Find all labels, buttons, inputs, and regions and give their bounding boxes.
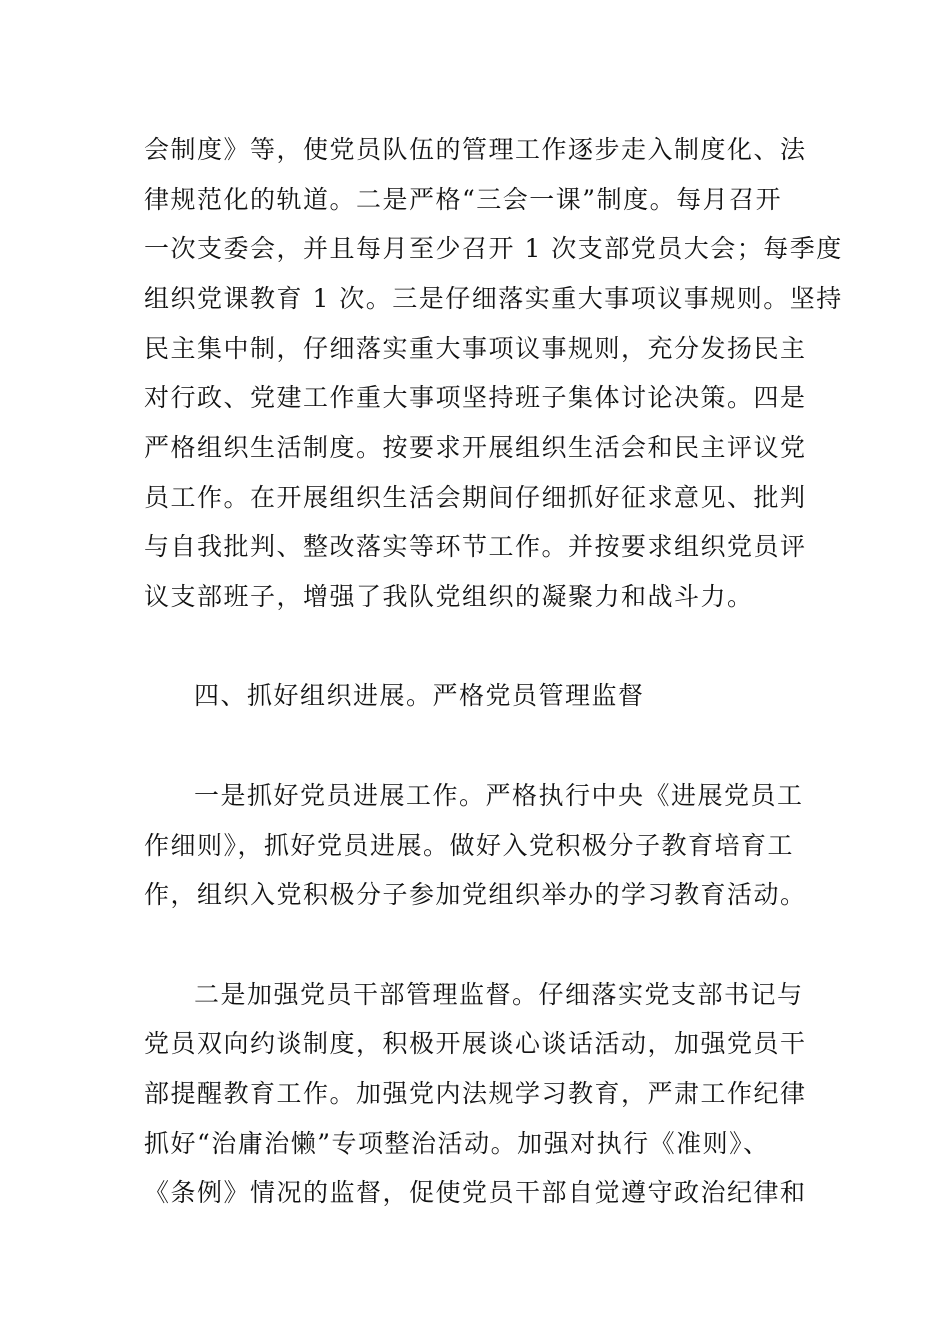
- paragraph-line: 作，组织入党积极分子参加党组织举办的学习教育活动。: [144, 880, 807, 909]
- paragraph-line: 党员双向约谈制度，积极开展谈心谈话活动，加强党员干: [144, 1029, 807, 1058]
- paragraph-line: 严格组织生活制度。按要求开展组织生活会和民主评议党: [144, 433, 807, 462]
- paragraph-line: 律规范化的轨道。二是严格“三会一课”制度。每月召开: [144, 185, 783, 214]
- paragraph-line: 一是抓好党员进展工作。严格执行中央《进展党员工: [194, 781, 804, 810]
- paragraph-line: 《条例》情况的监督，促使党员干部自觉遵守政治纪律和: [144, 1178, 807, 1207]
- paragraph-line: 抓好“治庸治懒”专项整治活动。加强对执行《准则》、: [144, 1129, 770, 1158]
- paragraph-line: 一次支委会，并且每月至少召开 1 次支部党员大会；每季度: [144, 234, 843, 263]
- paragraph-line: 组织党课教育 1 次。三是仔细落实重大事项议事规则。坚持: [144, 284, 843, 313]
- paragraph-line: 议支部班子，增强了我队党组织的凝聚力和战斗力。: [144, 582, 754, 611]
- paragraph-line: 作细则》，抓好党员进展。做好入党积极分子教育培育工: [144, 831, 795, 860]
- paragraph-line: 部提醒教育工作。加强党内法规学习教育，严肃工作纪律: [144, 1079, 807, 1108]
- paragraph-line: 对行政、党建工作重大事项坚持班子集体讨论决策。四是: [144, 383, 807, 412]
- paragraph-line: 与自我批判、整改落实等环节工作。并按要求组织党员评: [144, 532, 807, 561]
- paragraph-line: 员工作。在开展组织生活会期间仔细抓好征求意见、批判: [144, 483, 807, 512]
- section-heading: 四、抓好组织进展。严格党员管理监督: [194, 681, 645, 710]
- paragraph-line: 会制度》等，使党员队伍的管理工作逐步走入制度化、法: [144, 135, 807, 164]
- paragraph-line: 民主集中制，仔细落实重大事项议事规则，充分发扬民主: [144, 334, 807, 363]
- paragraph-line: 二是加强党员干部管理监督。仔细落实党支部书记与: [194, 980, 804, 1009]
